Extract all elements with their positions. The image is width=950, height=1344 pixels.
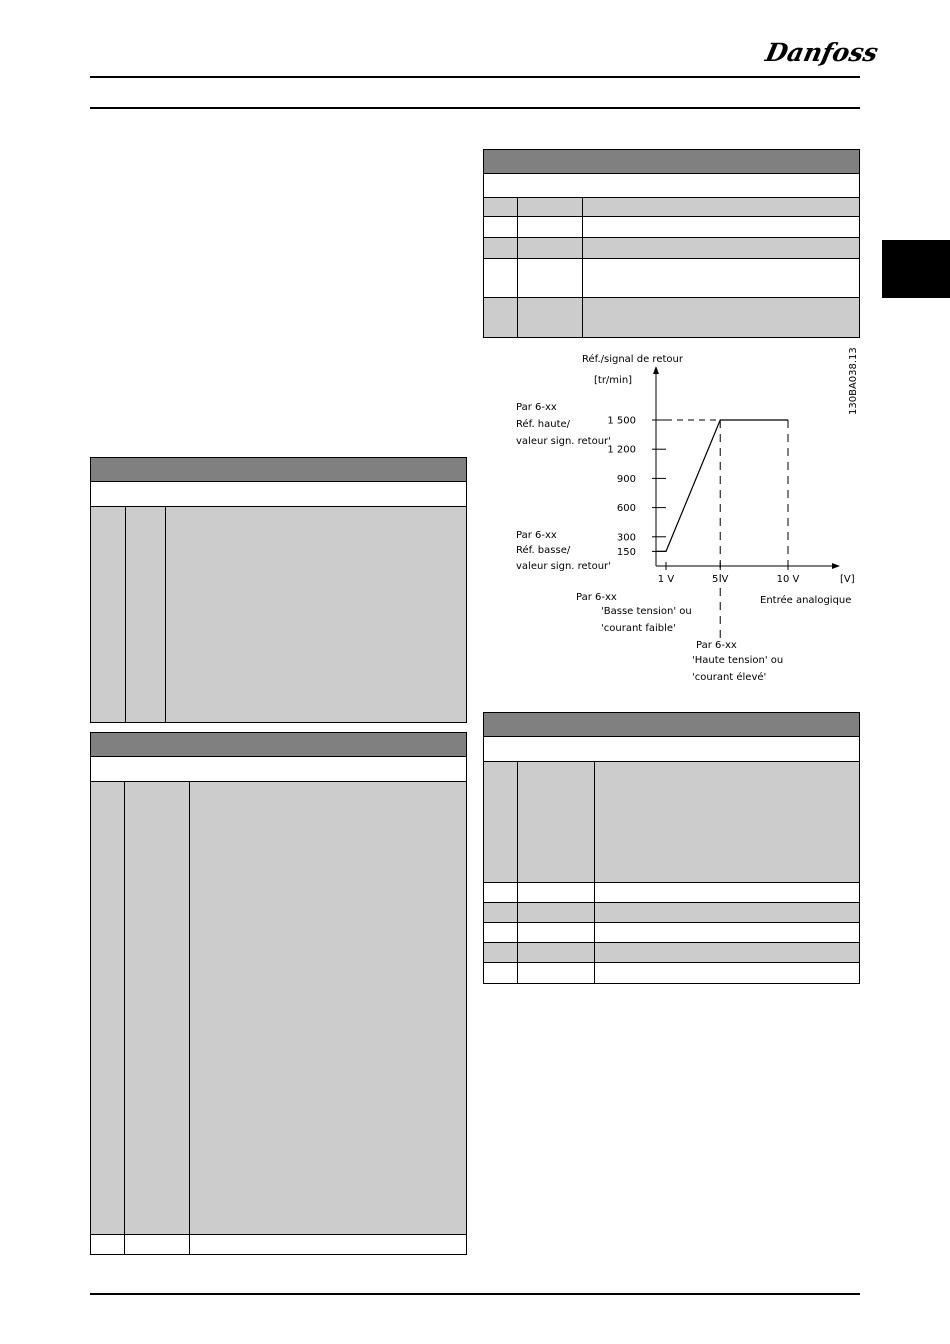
table-row — [484, 762, 859, 883]
annotation-low-ref-2: Réf. basse/ — [516, 545, 571, 556]
x-axis-arrow — [832, 563, 840, 569]
reference-chart — [490, 340, 870, 695]
y-axis-unit: [tr/min] — [594, 375, 633, 386]
x-tick-label: 1 V — [657, 574, 675, 585]
y-tick-label: 150 — [616, 546, 636, 558]
annotation-high-voltage-1: Par 6-xx — [696, 640, 737, 651]
table-subheader — [91, 757, 466, 782]
table-row — [91, 782, 466, 1235]
table-header — [484, 150, 859, 174]
x-axis-unit: [V] — [840, 574, 855, 585]
table-row — [484, 883, 859, 903]
table-row — [91, 1235, 466, 1254]
header-rule-bottom — [90, 107, 860, 109]
table-subheader — [484, 737, 859, 762]
param-table-4 — [483, 712, 860, 984]
y-axis-arrow — [653, 366, 659, 374]
table-row — [484, 923, 859, 943]
table-header — [91, 458, 466, 482]
table-row — [484, 943, 859, 963]
table-row — [484, 198, 859, 217]
table-row — [484, 903, 859, 923]
annotation-high-voltage-3: 'courant élevé' — [692, 672, 767, 683]
chapter-tab — [882, 240, 950, 298]
annotation-high-ref-2: Réf. haute/ — [516, 419, 571, 430]
svg-text:Danfoss: Danfoss — [762, 37, 881, 67]
annotation-low-ref-3: valeur sign. retour' — [516, 561, 611, 572]
annotation-low-voltage-2: 'Basse tension' ou — [601, 606, 692, 617]
annotation-low-voltage-3: 'courant faible' — [601, 623, 676, 634]
table-subheader — [484, 174, 859, 198]
table-row — [484, 217, 859, 238]
table-row — [484, 238, 859, 259]
table-header — [91, 733, 466, 757]
param-table-2 — [90, 732, 467, 1255]
figure-id: 130BA038.13 — [848, 347, 859, 415]
y-tick-label: 900 — [616, 473, 636, 485]
y-axis-label: Réf./signal de retour — [582, 354, 683, 365]
header-rule-top — [90, 76, 860, 78]
danfoss-logo — [762, 34, 881, 70]
x-tick-label: 10 V — [776, 574, 800, 585]
param-table-3 — [483, 149, 860, 338]
table-row — [484, 259, 859, 298]
series-line — [656, 420, 788, 551]
y-tick-label: 1 500 — [607, 415, 636, 427]
annotation-high-ref-3: valeur sign. retour' — [516, 436, 611, 447]
x-tick-label: 5 V — [712, 574, 729, 585]
y-tick-label: 300 — [616, 532, 636, 544]
annotation-high-ref-1: Par 6-xx — [516, 402, 557, 413]
annotation-low-voltage-1: Par 6-xx — [576, 592, 617, 603]
annotation-high-voltage-2: 'Haute tension' ou — [692, 655, 784, 666]
y-tick-label: 1 200 — [607, 444, 636, 456]
table-row — [91, 507, 466, 722]
table-row — [484, 963, 859, 983]
param-table-1 — [90, 457, 467, 723]
x-axis-label: Entrée analogique — [760, 595, 852, 606]
table-header — [484, 713, 859, 737]
table-subheader — [91, 482, 466, 507]
table-row — [484, 298, 859, 337]
y-tick-label: 600 — [616, 503, 636, 515]
annotation-low-ref-1: Par 6-xx — [516, 530, 557, 541]
footer-rule — [90, 1293, 860, 1295]
